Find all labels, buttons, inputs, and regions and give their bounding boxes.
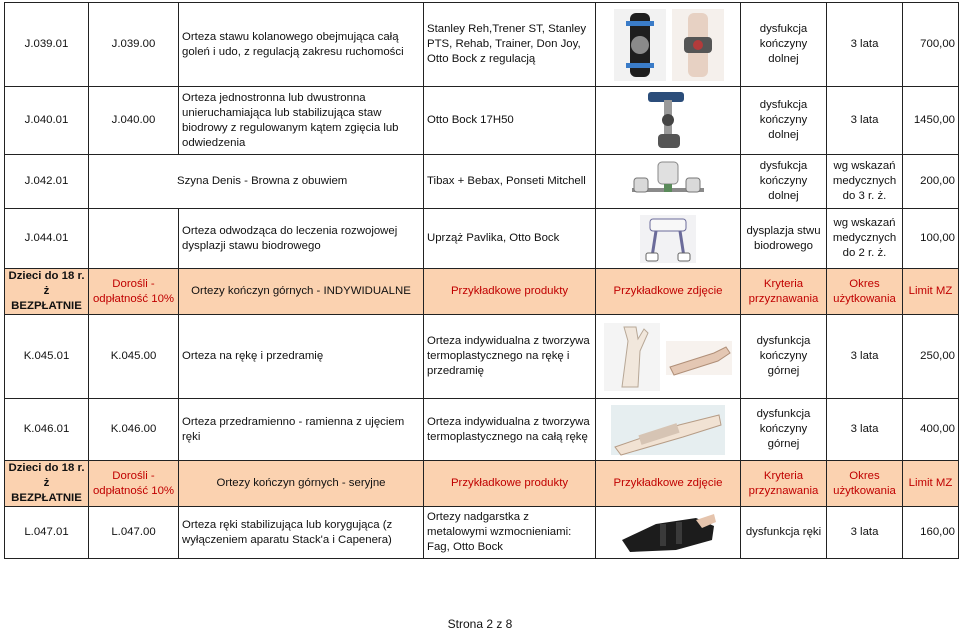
header-period: Okres użytkowania: [827, 269, 903, 315]
usage-period: 3 lata: [827, 399, 903, 461]
product-name: Orteza stawu kolanowego obejmująca całą goleń i udo, z regulacją zakresu ruchomości: [179, 3, 424, 87]
example-products: Tibax + Bebax, Ponseti Mitchell: [424, 155, 596, 209]
code-adults: K.046.00: [89, 399, 179, 461]
example-products: Otto Bock 17H50: [424, 87, 596, 155]
code-children: L.047.01: [5, 507, 89, 559]
hip-brace-image: [596, 87, 741, 155]
product-name: Orteza ręki stabilizująca lub korygująca (z wyłączeniem aparatu Stack'a i Capenera): [179, 507, 424, 559]
code-children: J.042.01: [5, 155, 89, 209]
section-title: Ortezy kończyn górnych - seryjne: [179, 461, 424, 507]
criteria: dysfukcja kończyny dolnej: [741, 155, 827, 209]
table-row: [5, 155, 959, 209]
section-header-row: [5, 461, 959, 507]
header-limit: Limit MZ: [903, 269, 959, 315]
code-children: K.045.01: [5, 315, 89, 399]
example-products: Ortezy nadgarstka z metalowymi wzmocnieniami: Fag, Otto Bock: [424, 507, 596, 559]
header-criteria: Kryteria przyznawania: [741, 269, 827, 315]
table-row: [5, 209, 959, 269]
product-name: Orteza przedramienno - ramienna z ujęciem ręki: [179, 399, 424, 461]
limit-value: 160,00: [903, 507, 959, 559]
code-children: K.046.01: [5, 399, 89, 461]
header-limit: Limit MZ: [903, 461, 959, 507]
usage-period: 3 lata: [827, 315, 903, 399]
limit-value: 200,00: [903, 155, 959, 209]
header-period: Okres użytkowania: [827, 461, 903, 507]
header-children: Dzieci do 18 r. ż BEZPŁATNIE: [5, 461, 89, 507]
header-products: Przykładkowe produkty: [424, 269, 596, 315]
reimbursement-table: [4, 2, 959, 559]
product-name: Orteza odwodząca do leczenia rozwojowej dysplazji stawu biodrowego: [179, 209, 424, 269]
table-row: [5, 315, 959, 399]
code-adults: L.047.00: [89, 507, 179, 559]
denis-browne-bar-image: [596, 155, 741, 209]
forearm-splint-image: [596, 315, 741, 399]
product-name: Szyna Denis - Browna z obuwiem: [89, 155, 424, 209]
code-adults: J.040.00: [89, 87, 179, 155]
example-products: Orteza indywidualna z tworzywa termoplastycznego na rękę i przedramię: [424, 315, 596, 399]
limit-value: 100,00: [903, 209, 959, 269]
criteria: dysfukcja kończyny dolnej: [741, 3, 827, 87]
usage-period: 3 lata: [827, 507, 903, 559]
wrist-brace-image: [596, 507, 741, 559]
code-adults: [89, 209, 179, 269]
header-adults: Dorośli - odpłatność 10%: [89, 269, 179, 315]
arm-splint-image: [596, 399, 741, 461]
usage-period: 3 lata: [827, 87, 903, 155]
header-photo: Przykładkowe zdjęcie: [596, 269, 741, 315]
usage-period: wg wskazań medycznych do 2 r. ż.: [827, 209, 903, 269]
table-row: [5, 399, 959, 461]
code-children: J.039.01: [5, 3, 89, 87]
code-adults: K.045.00: [89, 315, 179, 399]
usage-period: 3 lata: [827, 3, 903, 87]
header-adults: Dorośli - odpłatność 10%: [89, 461, 179, 507]
page-number: Strona 2 z 8: [447, 617, 513, 631]
criteria: dysplazja stwu biodrowego: [741, 209, 827, 269]
table-row: [5, 3, 959, 87]
knee-brace-image: [596, 3, 741, 87]
code-children: J.044.01: [5, 209, 89, 269]
example-products: Orteza indywidualna z tworzywa termoplastycznego na całą rękę: [424, 399, 596, 461]
header-products: Przykładkowe produkty: [424, 461, 596, 507]
example-products: Uprząż Pavlika, Otto Bock: [424, 209, 596, 269]
section-header-row: [5, 269, 959, 315]
criteria: dysfunkcja kończyny górnej: [741, 399, 827, 461]
limit-value: 400,00: [903, 399, 959, 461]
product-name: Orteza jednostronna lub dwustronna unieruchamiająca lub stabilizująca staw biodrowy z regulowanym kątem zgięcia lub odwiedzenia: [179, 87, 424, 155]
limit-value: 1450,00: [903, 87, 959, 155]
header-criteria: Kryteria przyznawania: [741, 461, 827, 507]
example-products: Stanley Reh,Trener ST, Stanley PTS, Rehab, Trainer, Don Joy, Otto Bock z regulacją: [424, 3, 596, 87]
table-row: [5, 507, 959, 559]
code-adults: J.039.00: [89, 3, 179, 87]
header-children: Dzieci do 18 r. ż BEZPŁATNIE: [5, 269, 89, 315]
table-row: [5, 87, 959, 155]
criteria: dysfunkcja kończyny górnej: [741, 315, 827, 399]
limit-value: 250,00: [903, 315, 959, 399]
criteria: dysfukcja kończyny dolnej: [741, 87, 827, 155]
limit-value: 700,00: [903, 3, 959, 87]
criteria: dysfunkcja ręki: [741, 507, 827, 559]
product-name: Orteza na rękę i przedramię: [179, 315, 424, 399]
header-photo: Przykładkowe zdjęcie: [596, 461, 741, 507]
pavlik-harness-image: [596, 209, 741, 269]
section-title: Ortezy kończyn górnych - INDYWIDUALNE: [179, 269, 424, 315]
code-children: J.040.01: [5, 87, 89, 155]
usage-period: wg wskazań medycznych do 3 r. ż.: [827, 155, 903, 209]
